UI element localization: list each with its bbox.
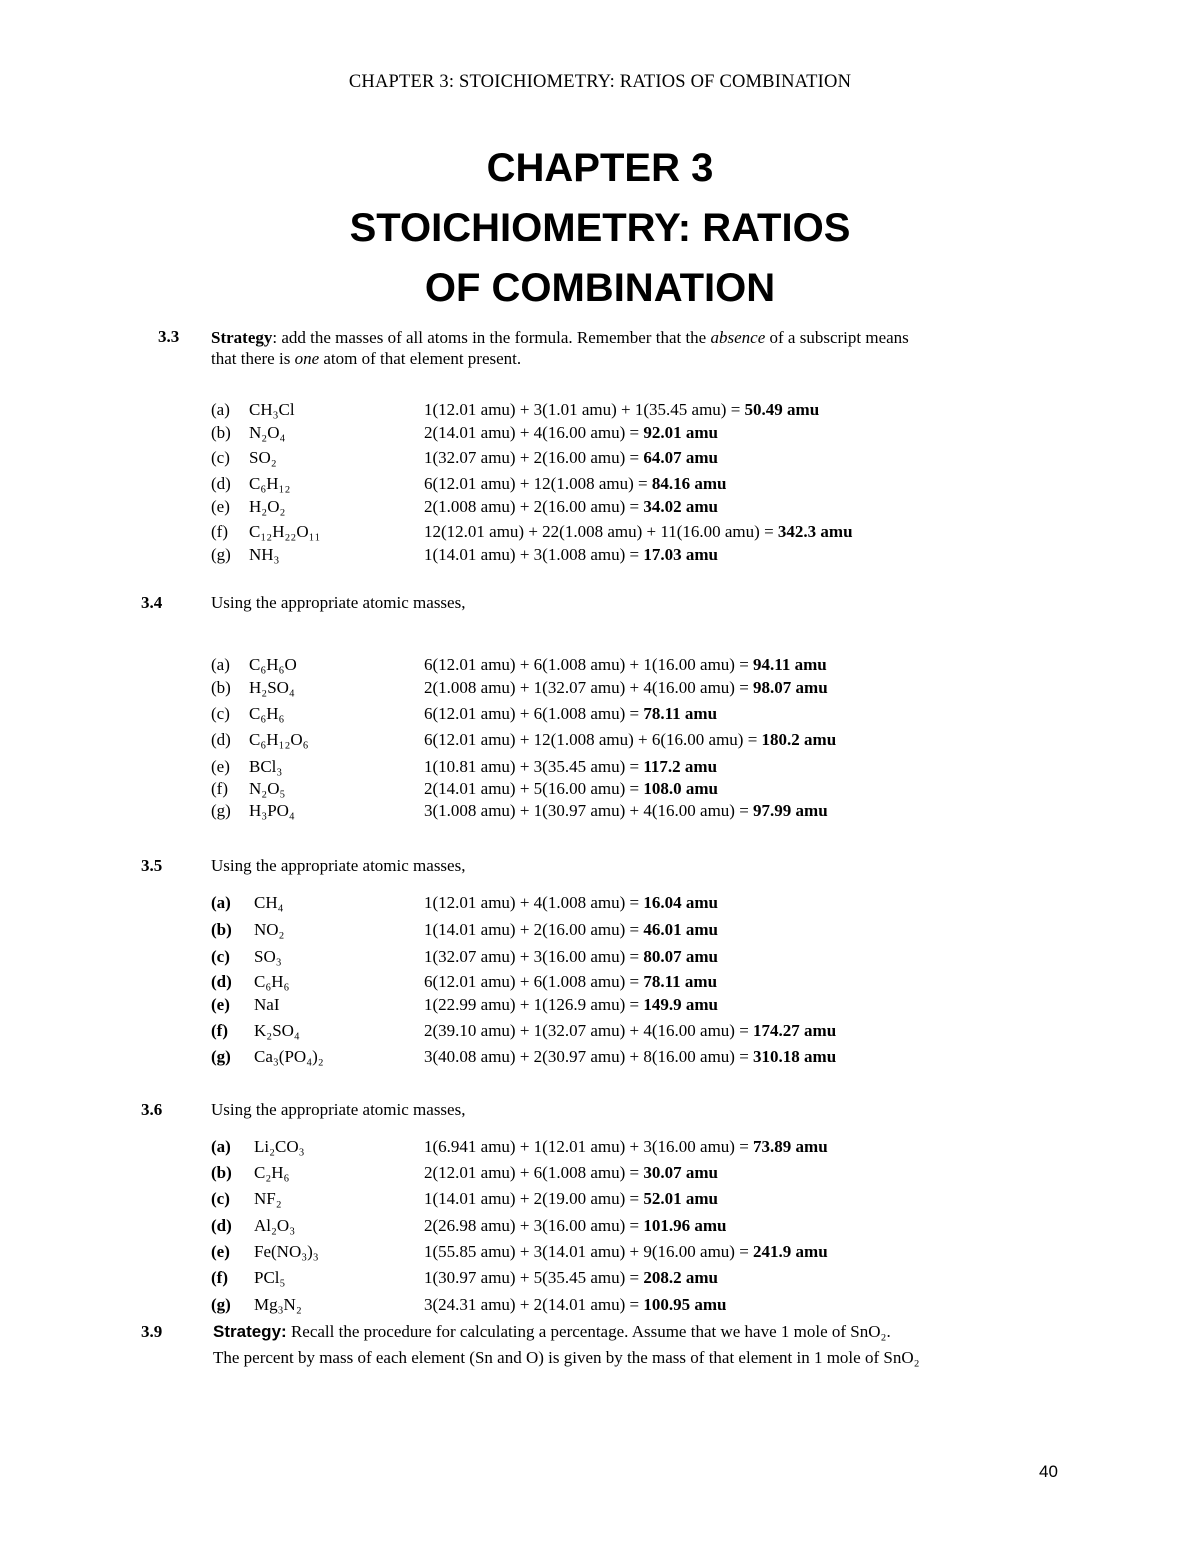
- mass-calculation: [424, 730, 836, 750]
- row-label: (d): [211, 474, 231, 493]
- calculation-expression: 2(39.10 amu) + 1(32.07 amu) + 4(16.00 amu) =: [424, 1021, 754, 1040]
- chemical-formula: SO₂: [249, 448, 277, 467]
- mass-calculation: [424, 1216, 726, 1236]
- chemical-formula: NF₂: [254, 1189, 282, 1208]
- row-label: (b): [211, 920, 232, 939]
- strategy-text: atom of that element present.: [319, 349, 522, 368]
- calculation-expression: 1(55.85 amu) + 3(14.01 amu) + 9(16.00 amu) =: [424, 1242, 754, 1261]
- row-label: (d): [211, 1216, 232, 1235]
- row-label: (g): [211, 801, 231, 820]
- strategy-label: Strategy:: [213, 1322, 287, 1341]
- strategy-text: that there is: [211, 349, 295, 368]
- chemical-formula: C₆H₆O: [249, 655, 297, 674]
- chemical-formula: NH₃: [249, 545, 280, 564]
- molar-mass-result: 78.11 amu: [643, 704, 718, 723]
- calculation-expression: 3(24.31 amu) + 2(14.01 amu) =: [424, 1295, 644, 1314]
- mass-calculation: [424, 678, 828, 698]
- calculation-expression: 1(32.07 amu) + 2(16.00 amu) =: [424, 448, 644, 467]
- chemical-formula: CH₃Cl: [249, 400, 295, 419]
- calculation-expression: 1(14.01 amu) + 2(16.00 amu) =: [424, 920, 644, 939]
- problem-3-4-intro: Using the appropriate atomic masses,: [211, 593, 466, 612]
- calculation-expression: 2(1.008 amu) + 2(16.00 amu) =: [424, 497, 644, 516]
- chemical-formula: C₂H₆: [254, 1163, 290, 1182]
- mass-calculation: [424, 497, 718, 517]
- chemical-formula: N₂O₅: [249, 779, 286, 798]
- chemical-formula: C₆H₁₂O₆: [249, 730, 309, 749]
- chemical-formula: H₂SO₄: [249, 678, 295, 697]
- row-label: (c): [211, 1189, 230, 1208]
- mass-calculation: [424, 1163, 718, 1183]
- mass-calculation: [424, 1047, 836, 1067]
- molar-mass-result: 73.89 amu: [753, 1137, 828, 1156]
- chemical-formula: Fe(NO₃)₃: [254, 1242, 319, 1261]
- problem-3-9-line-2: The percent by mass of each element (Sn and O) is given by the mass of that element in 1 mole of SnO₂: [213, 1348, 920, 1367]
- chemical-formula: Mg₃N₂: [254, 1295, 302, 1314]
- mass-calculation: [424, 947, 718, 967]
- problem-number-3-9: 3.9: [141, 1322, 163, 1341]
- mass-calculation: [424, 1295, 726, 1315]
- mass-calculation: [424, 655, 827, 675]
- mass-calculation: [424, 920, 718, 940]
- molar-mass-result: 174.27 amu: [753, 1021, 837, 1040]
- problem-3-3-strategy: [211, 327, 1051, 369]
- mass-calculation: [424, 757, 717, 777]
- row-label: (g): [211, 1295, 231, 1314]
- chemical-formula: PCl₅: [254, 1268, 286, 1287]
- mass-calculation: [424, 448, 718, 468]
- page-number: 40: [1039, 1462, 1058, 1481]
- mass-calculation: [424, 1137, 828, 1157]
- problem-number-3-4: 3.4: [141, 593, 163, 612]
- molar-mass-result: 34.02 amu: [643, 497, 718, 516]
- chemical-formula: NaI: [254, 995, 280, 1014]
- problem-3-5-intro: Using the appropriate atomic masses,: [211, 856, 466, 875]
- row-label: (g): [211, 1047, 231, 1066]
- calculation-expression: 3(1.008 amu) + 1(30.97 amu) + 4(16.00 amu) =: [424, 801, 754, 820]
- chemical-formula: N₂O₄: [249, 423, 286, 442]
- molar-mass-result: 80.07 amu: [643, 947, 718, 966]
- row-label: (c): [211, 448, 230, 467]
- mass-calculation: [424, 423, 718, 443]
- molar-mass-result: 92.01 amu: [643, 423, 718, 442]
- calculation-expression: 1(30.97 amu) + 5(35.45 amu) =: [424, 1268, 644, 1287]
- row-label: (d): [211, 730, 231, 749]
- mass-calculation: [424, 972, 717, 992]
- strategy-text: Recall the procedure for calculating a percentage. Assume that we have 1 mole of SnO₂.: [286, 1322, 891, 1341]
- molar-mass-result: 64.07 amu: [643, 448, 718, 467]
- row-label: (f): [211, 779, 228, 798]
- mass-calculation: [424, 1021, 836, 1041]
- emphasis-absence: absence: [710, 328, 766, 347]
- row-label: (d): [211, 972, 232, 991]
- row-label: (e): [211, 995, 230, 1014]
- calculation-expression: 6(12.01 amu) + 12(1.008 amu) + 6(16.00 amu) =: [424, 730, 762, 749]
- chemical-formula: BCl₃: [249, 757, 283, 776]
- calculation-expression: 12(12.01 amu) + 22(1.008 amu) + 11(16.00 amu) =: [424, 522, 778, 541]
- calculation-expression: 2(26.98 amu) + 3(16.00 amu) =: [424, 1216, 644, 1235]
- chemical-formula: CH₄: [254, 893, 284, 912]
- calculation-expression: 3(40.08 amu) + 2(30.97 amu) + 8(16.00 amu) =: [424, 1047, 754, 1066]
- mass-calculation: [424, 474, 726, 494]
- molar-mass-result: 78.11 amu: [643, 972, 718, 991]
- problem-number-3-3: 3.3: [158, 327, 180, 346]
- molar-mass-result: 149.9 amu: [643, 995, 718, 1014]
- chemical-formula: SO₃: [254, 947, 282, 966]
- row-label: (f): [211, 522, 228, 541]
- calculation-expression: 1(32.07 amu) + 3(16.00 amu) =: [424, 947, 644, 966]
- molar-mass-result: 46.01 amu: [643, 920, 718, 939]
- row-label: (e): [211, 497, 230, 516]
- molar-mass-result: 310.18 amu: [753, 1047, 837, 1066]
- mass-calculation: [424, 1189, 718, 1209]
- row-label: (c): [211, 704, 230, 723]
- row-label: (g): [211, 545, 231, 564]
- mass-calculation: [424, 995, 718, 1015]
- calculation-expression: 1(22.99 amu) + 1(126.9 amu) =: [424, 995, 644, 1014]
- mass-calculation: [424, 545, 718, 565]
- molar-mass-result: 117.2 amu: [643, 757, 718, 776]
- row-label: (f): [211, 1021, 228, 1040]
- row-label: (c): [211, 947, 230, 966]
- molar-mass-result: 208.2 amu: [643, 1268, 718, 1287]
- molar-mass-result: 97.99 amu: [753, 801, 828, 820]
- strategy-label: Strategy: [211, 328, 273, 347]
- mass-calculation: [424, 801, 828, 821]
- mass-calculation: [424, 893, 718, 913]
- row-label: (b): [211, 423, 231, 442]
- calculation-expression: 6(12.01 amu) + 6(1.008 amu) + 1(16.00 amu) =: [424, 655, 754, 674]
- strategy-text: : add the masses of all atoms in the formula. Remember that the: [272, 328, 711, 347]
- mass-calculation: [424, 522, 853, 542]
- molar-mass-result: 342.3 amu: [777, 522, 853, 541]
- problem-number-3-6: 3.6: [141, 1100, 163, 1119]
- chapter-title-line-3: OF COMBINATION: [424, 266, 776, 310]
- chemical-formula: Li₂CO₃: [254, 1137, 305, 1156]
- chapter-title-line-1: CHAPTER 3: [486, 146, 714, 190]
- strategy-text: of a subscript means: [765, 328, 909, 347]
- problem-3-9-line-1: [213, 1322, 891, 1342]
- problem-number-3-5: 3.5: [141, 856, 163, 875]
- chemical-formula: Ca₃(PO₄)₂: [254, 1047, 324, 1066]
- molar-mass-result: 98.07 amu: [753, 678, 828, 697]
- emphasis-one: one: [294, 349, 320, 368]
- calculation-expression: 1(14.01 amu) + 3(1.008 amu) =: [424, 545, 644, 564]
- row-label: (a): [211, 655, 230, 674]
- chapter-title: [0, 138, 1200, 318]
- mass-calculation: [424, 779, 718, 799]
- calculation-expression: 1(12.01 amu) + 3(1.01 amu) + 1(35.45 amu) =: [424, 400, 745, 419]
- row-label: (a): [211, 893, 231, 912]
- chapter-title-line-2: STOICHIOMETRY: RATIOS: [349, 206, 851, 250]
- mass-calculation: [424, 400, 819, 420]
- calculation-expression: 6(12.01 amu) + 6(1.008 amu) =: [424, 704, 644, 723]
- calculation-expression: 6(12.01 amu) + 12(1.008 amu) =: [424, 474, 652, 493]
- chemical-formula: H₃PO₄: [249, 801, 295, 820]
- running-header: CHAPTER 3: STOICHIOMETRY: RATIOS OF COMBINATION: [348, 72, 852, 92]
- chemical-formula: Al₂O₃: [254, 1216, 296, 1235]
- molar-mass-result: 108.0 amu: [643, 779, 718, 798]
- molar-mass-result: 50.49 amu: [744, 400, 820, 419]
- molar-mass-result: 180.2 amu: [761, 730, 837, 749]
- calculation-expression: 6(12.01 amu) + 6(1.008 amu) =: [424, 972, 644, 991]
- mass-calculation: [424, 1268, 718, 1288]
- mass-calculation: [424, 704, 717, 724]
- row-label: (a): [211, 400, 230, 419]
- molar-mass-result: 241.9 amu: [753, 1242, 828, 1261]
- row-label: (e): [211, 1242, 230, 1261]
- calculation-expression: 1(12.01 amu) + 4(1.008 amu) =: [424, 893, 644, 912]
- row-label: (b): [211, 678, 231, 697]
- row-label: (e): [211, 757, 230, 776]
- molar-mass-result: 52.01 amu: [643, 1189, 718, 1208]
- calculation-expression: 1(6.941 amu) + 1(12.01 amu) + 3(16.00 amu) =: [424, 1137, 754, 1156]
- chemical-formula: C₆H₁₂: [249, 474, 291, 493]
- row-label: (f): [211, 1268, 228, 1287]
- row-label: (a): [211, 1137, 231, 1156]
- calculation-expression: 2(12.01 amu) + 6(1.008 amu) =: [424, 1163, 644, 1182]
- calculation-expression: 1(14.01 amu) + 2(19.00 amu) =: [424, 1189, 644, 1208]
- molar-mass-result: 17.03 amu: [643, 545, 718, 564]
- molar-mass-result: 84.16 amu: [651, 474, 727, 493]
- row-label: (b): [211, 1163, 232, 1182]
- calculation-expression: 2(1.008 amu) + 1(32.07 amu) + 4(16.00 amu) =: [424, 678, 754, 697]
- chemical-formula: K₂SO₄: [254, 1021, 300, 1040]
- molar-mass-result: 100.95 amu: [643, 1295, 727, 1314]
- chemical-formula: C₁₂H₂₂O₁₁: [249, 522, 321, 541]
- mass-calculation: [424, 1242, 828, 1262]
- molar-mass-result: 94.11 amu: [753, 655, 827, 674]
- problem-3-6-intro: Using the appropriate atomic masses,: [211, 1100, 466, 1119]
- chemical-formula: C₆H₆: [254, 972, 290, 991]
- calculation-expression: 2(14.01 amu) + 4(16.00 amu) =: [424, 423, 644, 442]
- chemical-formula: C₆H₆: [249, 704, 285, 723]
- calculation-expression: 2(14.01 amu) + 5(16.00 amu) =: [424, 779, 644, 798]
- chemical-formula: H₂O₂: [249, 497, 286, 516]
- molar-mass-result: 16.04 amu: [643, 893, 718, 912]
- molar-mass-result: 101.96 amu: [643, 1216, 727, 1235]
- molar-mass-result: 30.07 amu: [643, 1163, 718, 1182]
- calculation-expression: 1(10.81 amu) + 3(35.45 amu) =: [424, 757, 644, 776]
- chemical-formula: NO₂: [254, 920, 285, 939]
